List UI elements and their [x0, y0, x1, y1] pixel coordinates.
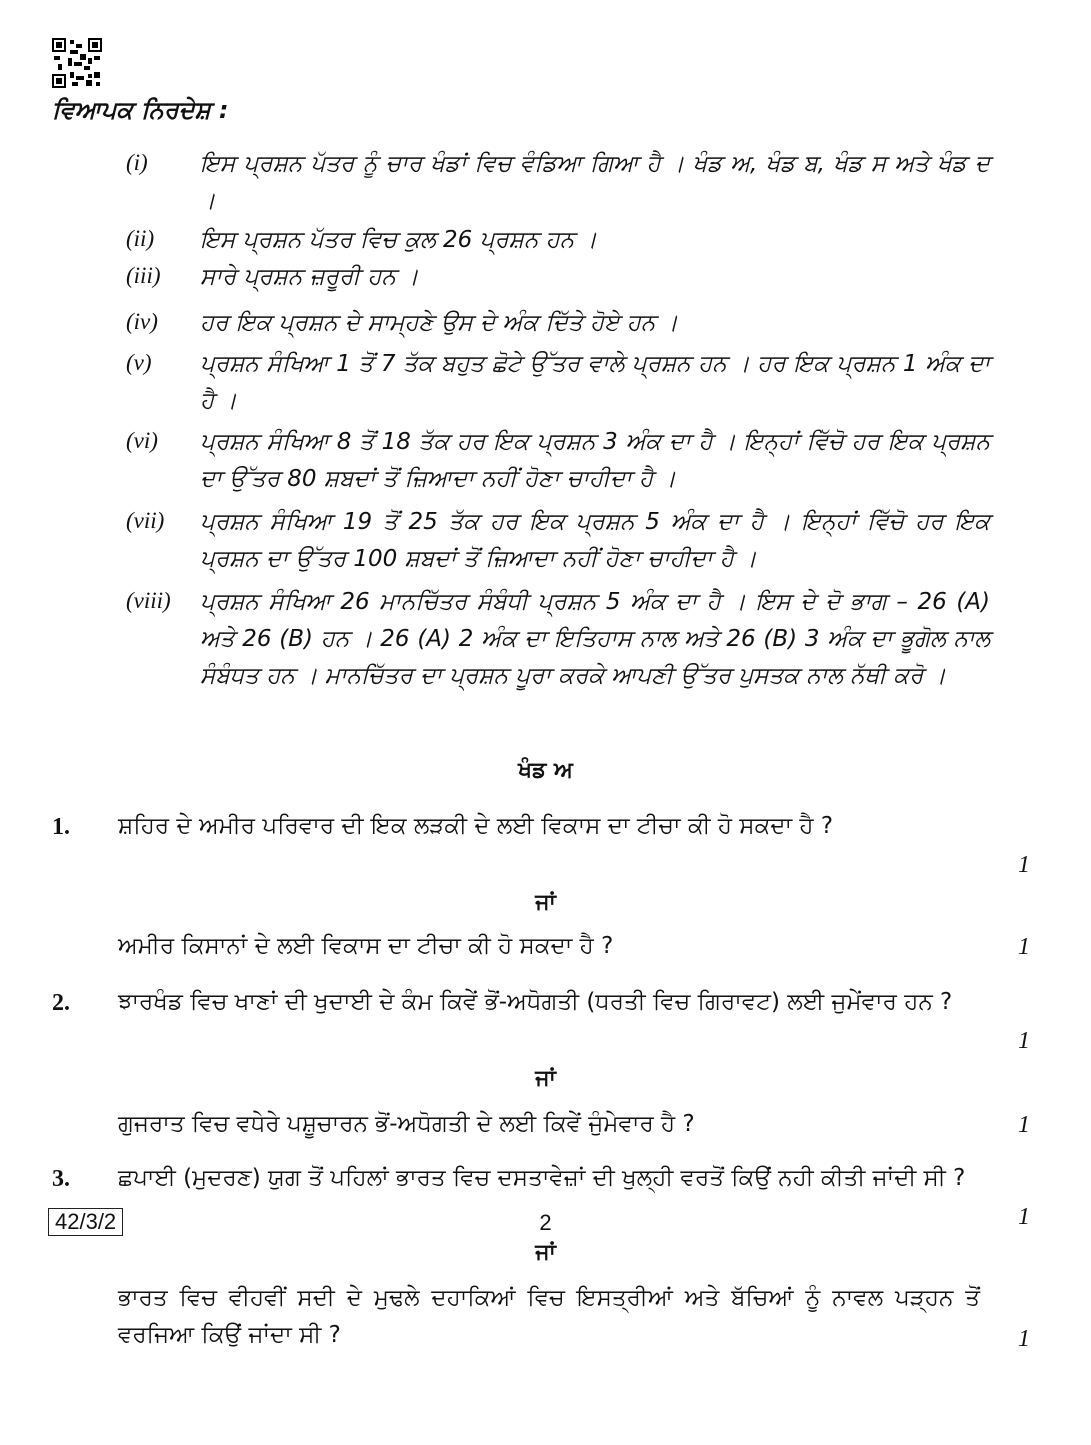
question-mark: 1	[1018, 1326, 1030, 1352]
instruction-number: (iv)	[126, 309, 158, 334]
instruction-text: ਪ੍ਰਸ਼ਨ ਸੰਖਿਆ 8 ਤੋਂ 18 ਤੱਕ ਹਰ ਇਕ ਪ੍ਰਸ਼ਨ 3 ਅੰਕ ਦਾ ਹੈ । ਇਨ੍ਹਾਂ ਵਿੱਚੋ ਹਰ ਇਕ ਪ੍ਰਸ਼ਨ ਦਾ ਉੱਤਰ 80 ਸ਼ਬਦਾਂ ਤੋਂ ਜ਼ਿਆਦਾ ਨਹੀਂ ਹੋਣਾ ਚਾਹੀਦਾ ਹੈ ।	[200, 429, 990, 492]
section-title: ਖੰਡ ਅ	[518, 758, 573, 783]
instruction-text: ਸਾਰੇ ਪ੍ਰਸ਼ਨ ਜ਼ਰੂਰੀ ਹਨ ।	[200, 264, 419, 290]
question-text: ਗੁਜਰਾਤ ਵਿਚ ਵਧੇਰੇ ਪਸ਼ੂਚਾਰਨ ਭੋਂ-ਅਧੋਗਤੀ ਦੇ ਲਈ ਕਿਵੇਂ ਜੁੰਮੇਵਾਰ ਹੈ ?	[118, 1111, 695, 1137]
question-text: ਝਾਰਖੰਡ ਵਿਚ ਖਾਣਾਂ ਦੀ ਖੁਦਾਈ ਦੇ ਕੰਮ ਕਿਵੇਂ ਭੋਂ-ਅਧੋਗਤੀ (ਧਰਤੀ ਵਿਚ ਗਿਰਾਵਟ) ਲਈ ਜੁਮੇਂਵਾਰ ਹਨ ?	[118, 989, 953, 1015]
question-mark: 1	[1018, 852, 1030, 878]
question-text: ਭਾਰਤ ਵਿਚ ਵੀਹਵੀਂ ਸਦੀ ਦੇ ਮੁਢਲੇ ਦਹਾਕਿਆਂ ਵਿਚ ਇਸਤ੍ਰੀਆਂ ਅਤੇ ਬੱਚਿਆਂ ਨੂੰ ਨਾਵਲ ਪੜ੍ਹਨ ਤੋਂ ਵਰਜਿਆ ਕਿਉਂ ਜਾਂਦਾ ਸੀ ?	[118, 1285, 980, 1348]
instruction-number: (viii)	[126, 588, 171, 613]
question-number: 3.	[52, 1166, 70, 1192]
paper-code: 42/3/2	[48, 1208, 123, 1236]
question-number: 2.	[52, 990, 70, 1016]
question-mark: 1	[1018, 1204, 1030, 1230]
instruction-number: (vii)	[126, 508, 165, 533]
question-mark: 1	[1018, 1112, 1030, 1138]
instruction-number: (vi)	[126, 428, 158, 453]
instruction-number: (ii)	[126, 226, 155, 251]
or-label: ਜਾਂ	[535, 1240, 556, 1265]
instruction-text: ਹਰ ਇਕ ਪ੍ਰਸ਼ਨ ਦੇ ਸਾਮ੍ਹਣੇ ਉਸ ਦੇ ਅੰਕ ਦਿੱਤੇ ਹੋਏ ਹਨ ।	[200, 310, 679, 336]
instruction-text: ਇਸ ਪ੍ਰਸ਼ਨ ਪੱਤਰ ਨੂੰ ਚਾਰ ਖੰਡਾਂ ਵਿਚ ਵੰਡਿਆ ਗਿਆ ਹੈ । ਖੰਡ ਅ, ਖੰਡ ਬ, ਖੰਡ ਸ ਅਤੇ ਖੰਡ ਦ ।	[200, 151, 990, 214]
instruction-text: ਪ੍ਰਸ਼ਨ ਸੰਖਿਆ 1 ਤੋਂ 7 ਤੱਕ ਬਹੁਤ ਛੋਟੇ ਉੱਤਰ ਵਾਲੇ ਪ੍ਰਸ਼ਨ ਹਨ । ਹਰ ਇਕ ਪ੍ਰਸ਼ਨ 1 ਅੰਕ ਦਾ ਹੈ ।	[200, 351, 990, 414]
or-label: ਜਾਂ	[535, 1066, 556, 1091]
question-mark: 1	[1018, 1028, 1030, 1054]
instruction-text: ਪ੍ਰਸ਼ਨ ਸੰਖਿਆ 26 ਮਾਨਚਿੱਤਰ ਸੰਬੰਧੀ ਪ੍ਰਸ਼ਨ 5 ਅੰਕ ਦਾ ਹੈ । ਇਸ ਦੇ ਦੋ ਭਾਗ – 26 (A) ਅਤੇ 26 (B) ਹਨ । 26 (A) 2 ਅੰਕ ਦਾ ਇਤਿਹਾਸ ਨਾਲ ਅਤੇ 26 (B) 3 ਅੰਕ ਦਾ ਭੂਗੋਲ ਨਾਲ ਸੰਬੰਧਤ ਹਨ । ਮਾਨਚਿੱਤਰ ਦਾ ਪ੍ਰਸ਼ਨ ਪੂਰਾ ਕਰਕੇ ਆਪਣੀ ਉੱਤਰ ਪੁਸਤਕ ਨਾਲ ਨੱਥੀ ਕਰੋ ।	[200, 589, 990, 689]
qr-code-icon	[52, 38, 102, 88]
question-number: 1.	[52, 814, 70, 840]
instruction-number: (i)	[126, 150, 148, 175]
instructions-heading: ਵਿਆਪਕ ਨਿਰਦੇਸ਼ :	[52, 96, 229, 124]
page-number: 2	[539, 1210, 552, 1235]
question-mark: 1	[1018, 934, 1030, 960]
question-text: ਅਮੀਰ ਕਿਸਾਨਾਂ ਦੇ ਲਈ ਵਿਕਾਸ ਦਾ ਟੀਚਾ ਕੀ ਹੋ ਸਕਦਾ ਹੈ ?	[118, 933, 614, 959]
instruction-text: ਇਸ ਪ੍ਰਸ਼ਨ ਪੱਤਰ ਵਿਚ ਕੁਲ 26 ਪ੍ਰਸ਼ਨ ਹਨ ।	[200, 227, 597, 253]
instruction-number: (iii)	[126, 263, 161, 288]
question-text: ਸ਼ਹਿਰ ਦੇ ਅਮੀਰ ਪਰਿਵਾਰ ਦੀ ਇਕ ਲੜਕੀ ਦੇ ਲਈ ਵਿਕਾਸ ਦਾ ਟੀਚਾ ਕੀ ਹੋ ਸਕਦਾ ਹੈ ?	[118, 813, 834, 839]
question-text: ਛਪਾਈ (ਮੁਦਰਣ) ਯੁਗ ਤੋਂ ਪਹਿਲਾਂ ਭਾਰਤ ਵਿਚ ਦਸਤਾਵੇਜ਼ਾਂ ਦੀ ਖੁਲ੍ਹੀ ਵਰਤੋਂ ਕਿਉਂ ਨਹੀ ਕੀਤੀ ਜਾਂਦੀ ਸੀ ?	[118, 1165, 966, 1191]
instruction-number: (v)	[126, 350, 152, 375]
instruction-text: ਪ੍ਰਸ਼ਨ ਸੰਖਿਆ 19 ਤੋਂ 25 ਤੱਕ ਹਰ ਇਕ ਪ੍ਰਸ਼ਨ 5 ਅੰਕ ਦਾ ਹੈ । ਇਨ੍ਹਾਂ ਵਿੱਚੋ ਹਰ ਇਕ ਪ੍ਰਸ਼ਨ ਦਾ ਉੱਤਰ 100 ਸ਼ਬਦਾਂ ਤੋਂ ਜ਼ਿਆਦਾ ਨਹੀਂ ਹੋਣਾ ਚਾਹੀਦਾ ਹੈ ।	[200, 509, 990, 572]
or-label: ਜਾਂ	[535, 890, 556, 915]
